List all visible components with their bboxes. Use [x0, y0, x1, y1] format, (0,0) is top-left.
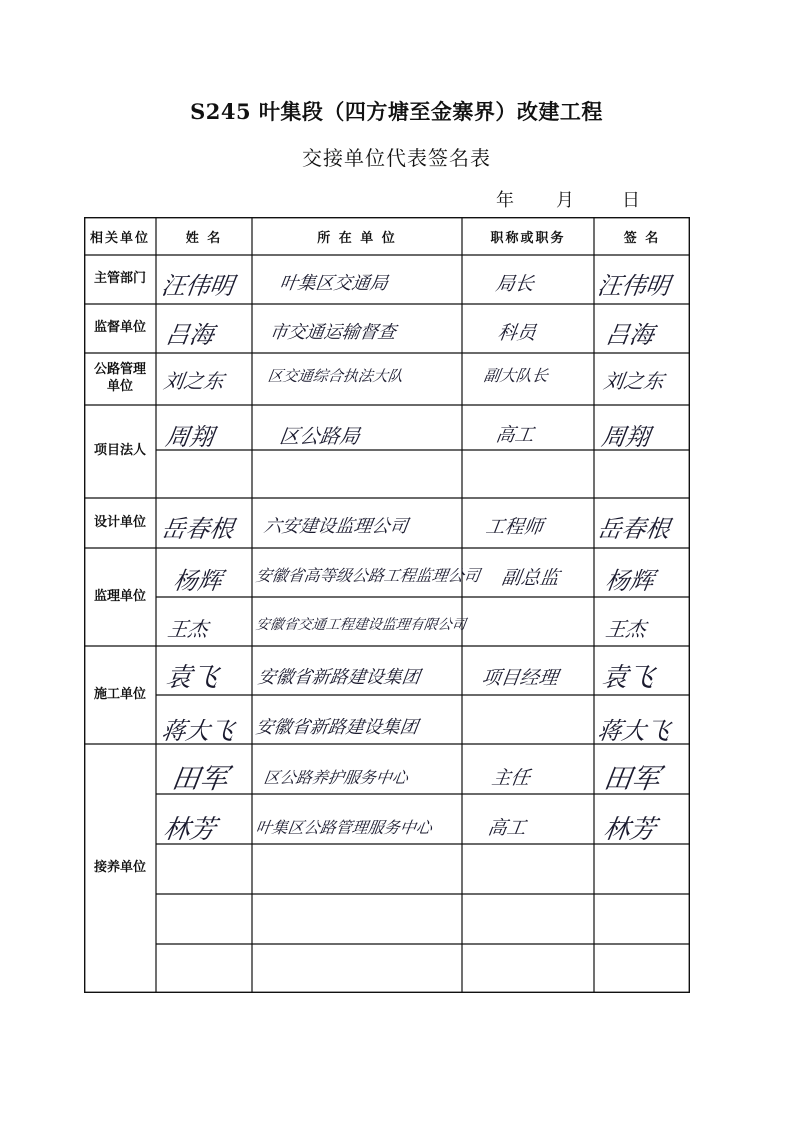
handwritten-signature: 王杰 — [604, 617, 648, 641]
unit-label: 设计单位 — [93, 514, 146, 530]
handwritten-position: 主任 — [490, 767, 532, 789]
handwritten-signature: 吕海 — [603, 321, 656, 349]
handwritten-signature: 林芳 — [601, 815, 658, 845]
unit-label: 监理单位 — [93, 588, 146, 604]
handwritten-position: 高工 — [494, 424, 536, 446]
handwritten-position: 工程师 — [484, 516, 545, 538]
handwritten-org: 六安建设监理公司 — [262, 516, 410, 537]
unit-label: 公路管理单位 — [93, 362, 146, 394]
header-position: 职称或职务 — [490, 230, 566, 246]
document-title: S245 叶集段（四方塘至金寨界）改建工程 — [190, 99, 603, 124]
handwritten-org: 叶集区公路管理服务中心 — [254, 818, 434, 837]
handwritten-name: 周翔 — [163, 423, 216, 451]
signature-table — [84, 217, 690, 993]
unit-label: 施工单位 — [93, 686, 146, 702]
handwritten-position: 局长 — [494, 273, 536, 295]
handwritten-org: 安徽省交通工程建设监理有限公司 — [254, 617, 467, 633]
handwritten-name: 蒋大飞 — [159, 717, 236, 745]
handwritten-name: 吕海 — [163, 321, 216, 349]
handwritten-signature: 刘之东 — [602, 369, 666, 393]
handwritten-name: 王杰 — [166, 617, 210, 641]
header-org: 所 在 单 位 — [317, 230, 397, 246]
handwritten-signature: 蒋大飞 — [595, 717, 672, 745]
handwritten-position: 高工 — [486, 817, 528, 839]
handwritten-org: 安徽省高等级公路工程监理公司 — [254, 566, 482, 585]
handwritten-name: 田军 — [169, 762, 231, 795]
handwritten-org: 区公路局 — [278, 424, 362, 448]
handwritten-org: 市交通运输督查 — [268, 322, 398, 343]
unit-label: 监督单位 — [93, 320, 146, 336]
header-signature: 签 名 — [623, 230, 661, 246]
date-year-label: 年 — [496, 190, 514, 211]
handwritten-position: 副大队长 — [482, 366, 550, 385]
handwritten-org: 安徽省新路建设集团 — [254, 717, 420, 738]
handwritten-name: 林芳 — [161, 815, 218, 845]
handwritten-name: 汪伟明 — [159, 272, 236, 300]
handwritten-signature: 岳春根 — [595, 515, 672, 543]
handwritten-name: 杨辉 — [171, 567, 224, 595]
document-subtitle: 交接单位代表签名表 — [302, 146, 491, 170]
handwritten-name: 袁飞 — [163, 663, 220, 693]
handwritten-name: 刘之东 — [162, 369, 226, 393]
handwritten-position: 项目经理 — [480, 667, 560, 689]
handwritten-signature: 汪伟明 — [595, 272, 672, 300]
handwritten-org: 区交通综合执法大队 — [266, 367, 405, 385]
unit-label: 接养单位 — [93, 860, 146, 876]
handwritten-org: 安徽省新路建设集团 — [256, 667, 422, 688]
handwritten-signature: 周翔 — [599, 423, 652, 451]
handwritten-org: 区公路养护服务中心 — [262, 768, 410, 787]
handwritten-position: 科员 — [496, 322, 538, 344]
handwritten-org: 叶集区交通局 — [278, 273, 390, 294]
handwritten-position: 副总监 — [500, 567, 561, 589]
header-unit: 相关单位 — [89, 230, 150, 246]
handwritten-signature: 袁飞 — [599, 663, 656, 693]
date-day-label: 日 — [622, 190, 640, 211]
unit-label: 主管部门 — [93, 271, 146, 287]
header-name: 姓 名 — [185, 230, 223, 246]
handwritten-signature: 杨辉 — [603, 567, 656, 595]
date-month-label: 月 — [556, 190, 574, 211]
handwritten-name: 岳春根 — [159, 515, 236, 543]
unit-label: 项目法人 — [93, 443, 146, 459]
handwritten-signature: 田军 — [601, 762, 663, 795]
